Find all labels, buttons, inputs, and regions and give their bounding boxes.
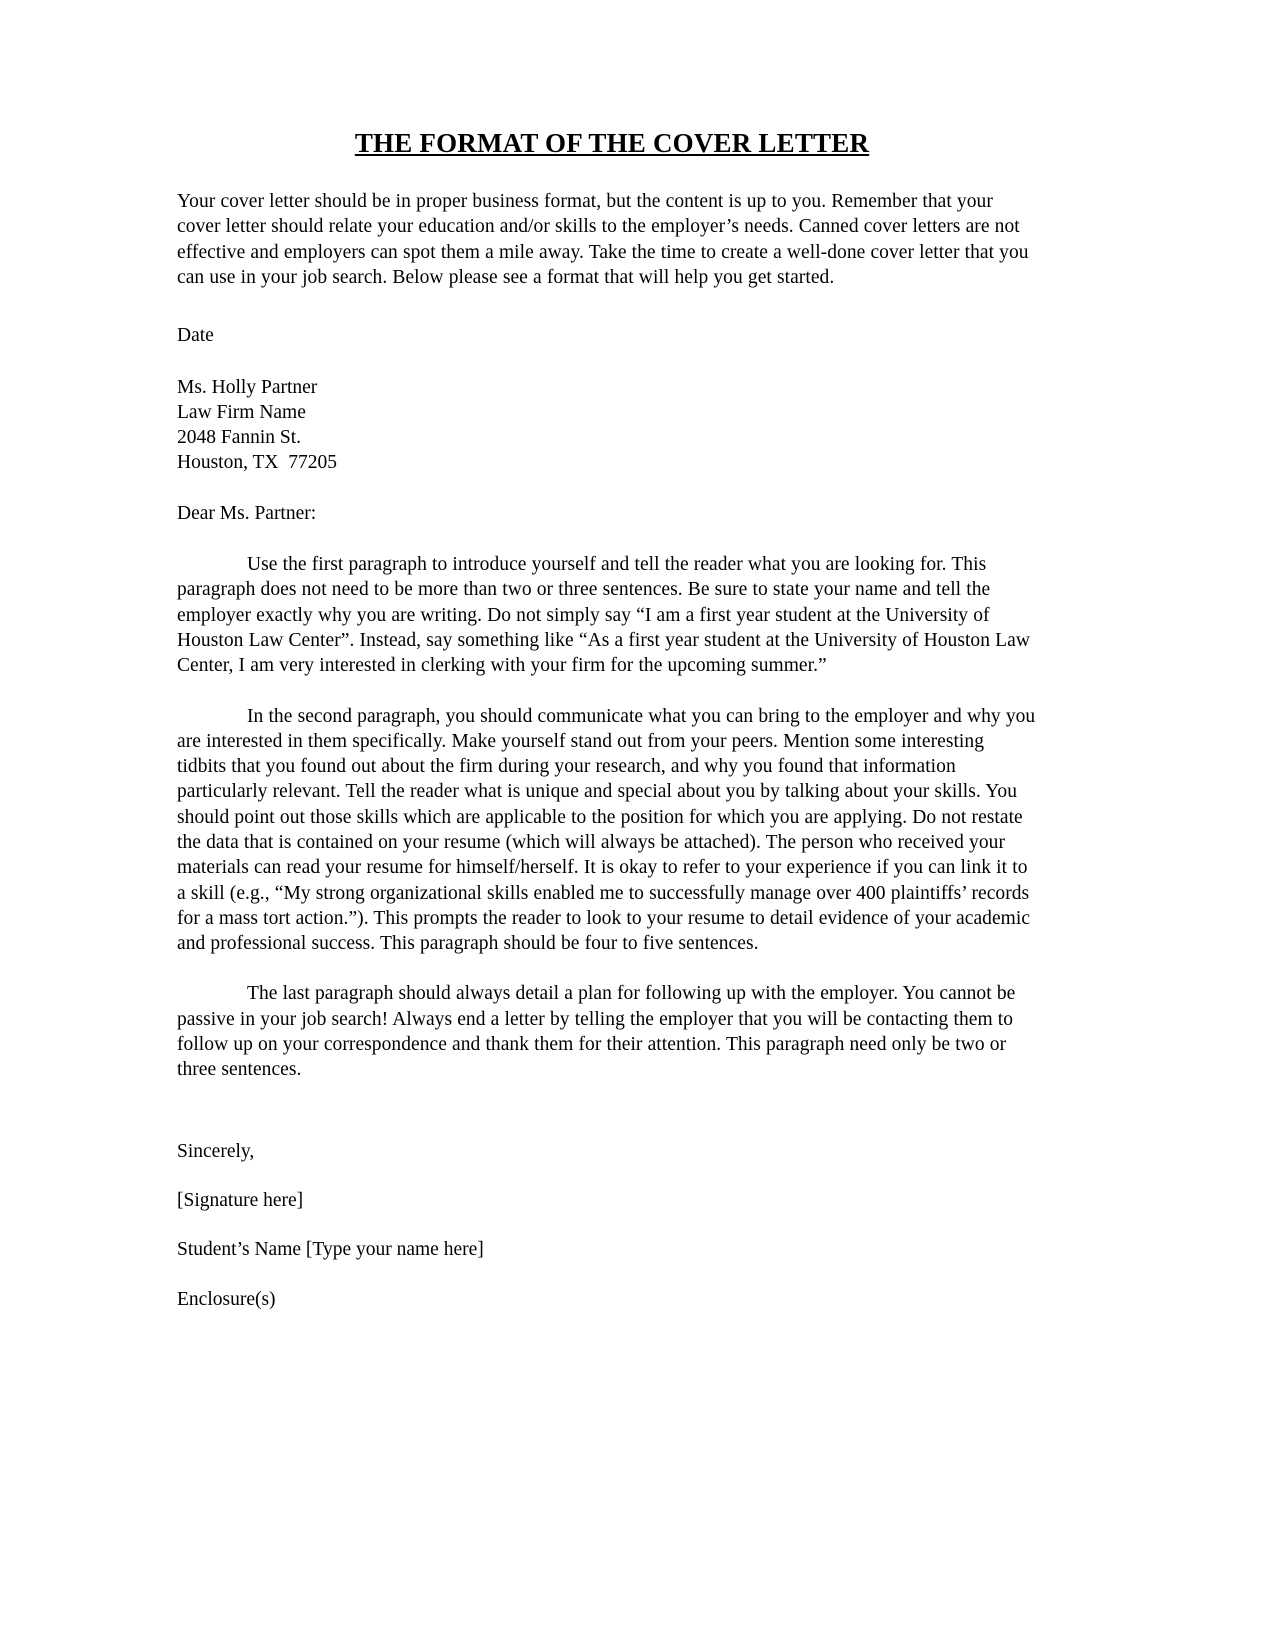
body-paragraph-2: In the second paragraph, you should communicate what you can bring to the employer and why you are interested in them specifically. Make yourself stand out from your peers. Mention some interesting tidbits that you found out about the firm during your research, and why you found that information particularly relevant. Tell the reader what is unique and special about you by talking about your skills. You should point out those skills which are applicable to the position for which you are applying. Do not restate the data that is contained on your resume (which will always be attached). The person who received your materials can read your resume for himself/herself. It is okay to refer to your experience if you can link it to a skill (e.g., “My strong organizational skills enabled me to successfully manage over 400 plaintiffs’ records for a mass tort action.”). This prompts the reader to look to your resume to detail evidence of your academic and professional success. This paragraph should be four to five sentences. xyxy=(177,705,1036,955)
spacer-after-closing xyxy=(177,1164,1037,1188)
intro-paragraph: Your cover letter should be in proper business format, but the content is up to you. Remember that your cover letter should relate your education and/or skills to the employer’s needs. Canned cover letters are not effective and employers can spot them a mile away. Take the time to create a well-done cover letter that you can use in your job search. Below please see a format that will help you get started. xyxy=(177,191,1029,288)
recipient-name: Ms. Holly Partner xyxy=(177,376,318,398)
body-paragraph-1: Use the first paragraph to introduce yourself and tell the reader what you are looking for. This paragraph does not need to be more than two or three sentences. Be sure to state your name and tell the employer exactly why you are writing. Do not simply say “I am a first year student at the University of Houston Law Center”. Instead, say something like “As a first year student at the University of Houston Law Center, I am very interested in clerking with your firm for the upcoming summer.” xyxy=(177,554,1030,677)
spacer-after-signer xyxy=(177,1263,1037,1287)
spacer-after-address xyxy=(177,476,1037,501)
spacer-after-date xyxy=(177,349,1037,375)
recipient-firm: Law Firm Name xyxy=(177,401,306,423)
spacer-after-signature xyxy=(177,1213,1037,1237)
signer-name-line: Student’s Name [Type your name here] xyxy=(177,1239,484,1261)
cover-letter-document xyxy=(177,128,1037,1312)
spacer-after-intro xyxy=(177,290,1037,323)
page-title: THE FORMAT OF THE COVER LETTER xyxy=(354,128,870,158)
body-paragraph-3: The last paragraph should always detail a plan for following up with the employer. You cannot be passive in your job search! Always end a letter by telling the employer that you will be contacting them to follow up on your correspondence and thank them for their attention. This paragraph need only be two or three sentences. xyxy=(177,983,1016,1081)
spacer-after-paragraph-1 xyxy=(177,679,1037,704)
enclosure-line: Enclosure(s) xyxy=(177,1288,276,1310)
spacer-before-closing xyxy=(177,1083,1037,1139)
spacer-after-salutation xyxy=(177,526,1037,552)
recipient-address-block xyxy=(177,375,1037,476)
recipient-city-state-zip: Houston, TX 77205 xyxy=(177,452,337,474)
signature-placeholder: [Signature here] xyxy=(177,1189,304,1211)
recipient-street: 2048 Fannin St. xyxy=(177,427,302,449)
date-line: Date xyxy=(177,325,214,347)
closing-salutation: Sincerely, xyxy=(177,1140,255,1162)
salutation: Dear Ms. Partner: xyxy=(177,502,317,524)
spacer-after-paragraph-2 xyxy=(177,956,1037,981)
